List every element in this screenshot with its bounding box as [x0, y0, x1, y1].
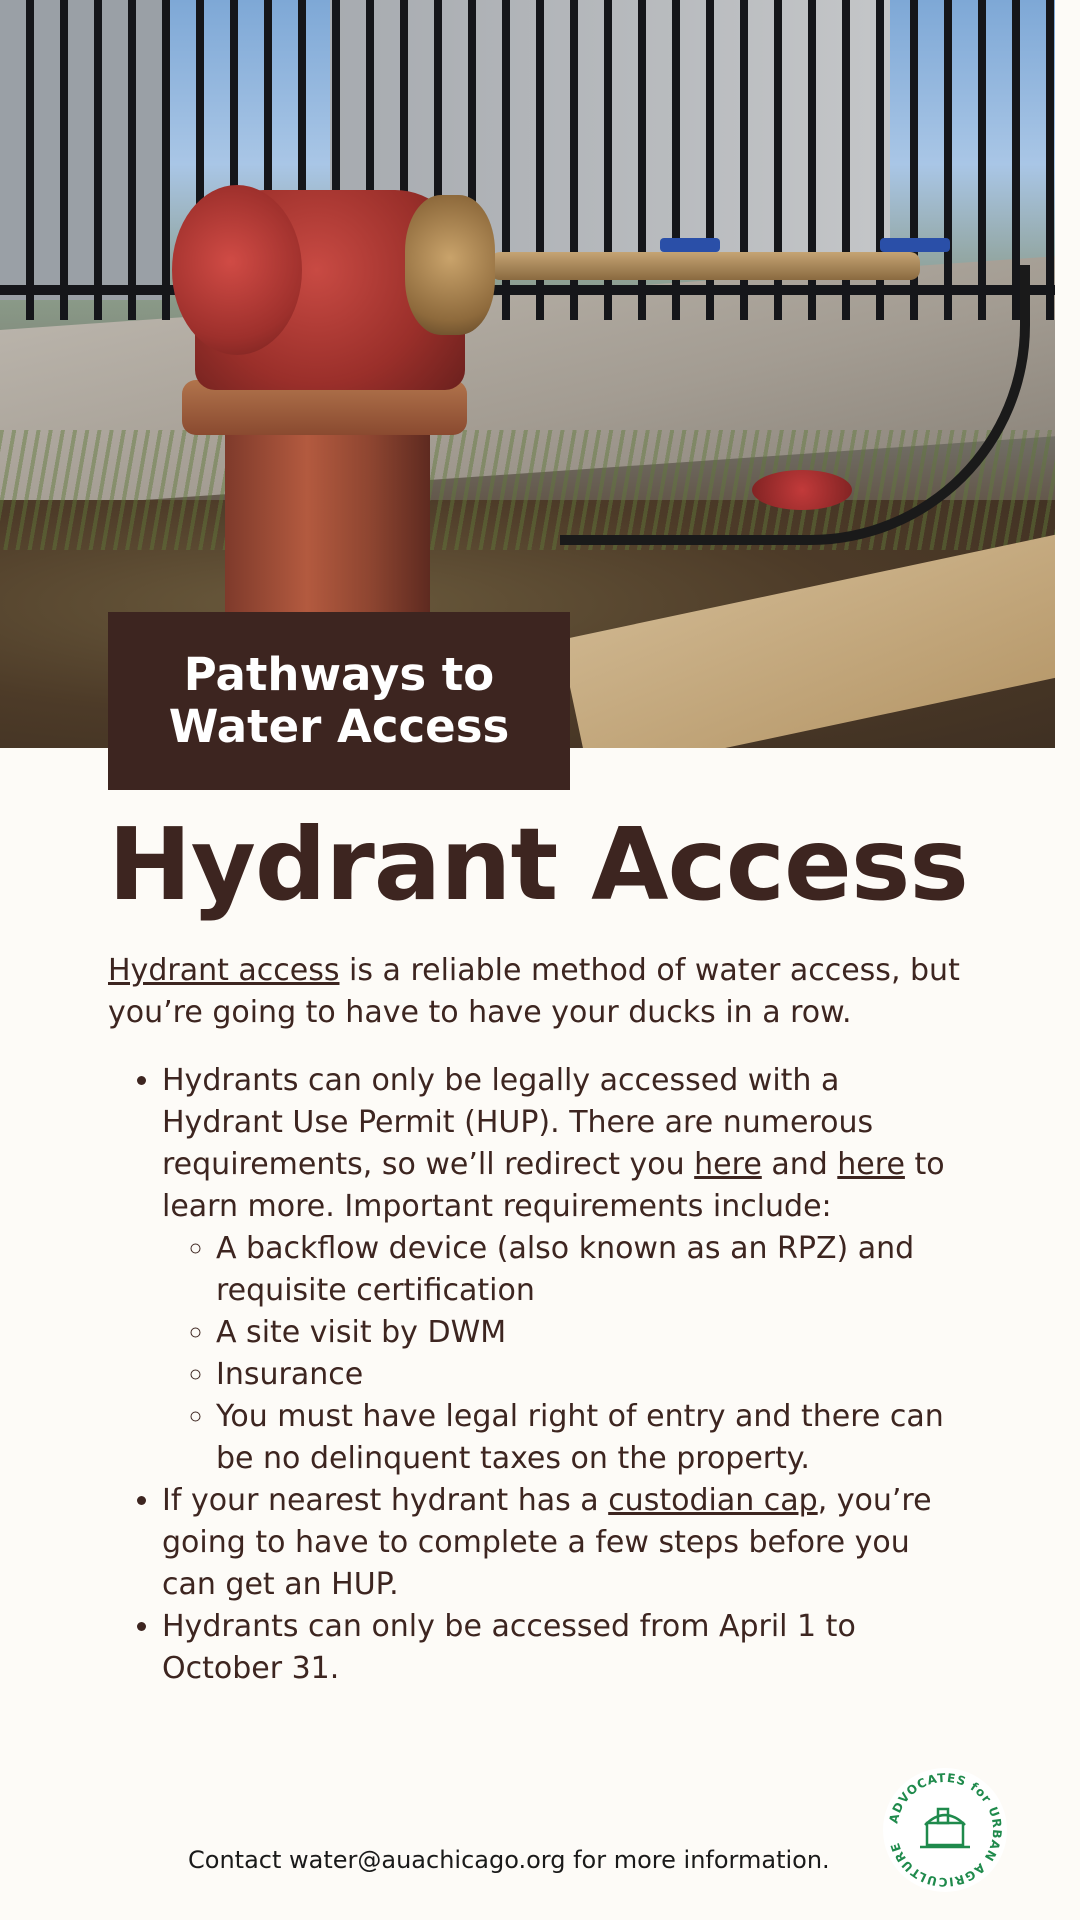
photo-hydrant-nozzle: [172, 185, 302, 355]
list-item: ◦ A backflow device (also known as an RPZ) and requisite certification: [216, 1228, 968, 1312]
here-link-1[interactable]: here: [694, 1147, 762, 1182]
list-item: ◦ You must have legal right of entry and there can be no delinquent taxes on the property.: [216, 1396, 968, 1480]
custodian-cap-link[interactable]: custodian cap: [608, 1483, 818, 1518]
bullet-text: and: [761, 1147, 838, 1182]
list-item: • Hydrants can only be accessed from April 1 to October 31.: [162, 1606, 968, 1690]
bullet-text: If your nearest hydrant has a: [162, 1483, 609, 1518]
contact-footer: Contact water@auachicago.org for more information.: [188, 1846, 830, 1874]
photo-hydrant-connector: [405, 195, 495, 335]
main-content: [108, 950, 968, 1690]
photo-hydrant-cap: [752, 470, 852, 510]
photo-valve-handle: [660, 238, 720, 252]
bullet-text: Hydrants can only be legally accessed with a Hydrant Use Permit (HUP). There are numerous requirements, so we’ll redirect you: [162, 1063, 874, 1182]
sub-requirements-list: [162, 1228, 968, 1480]
intro-text: is a reliable method of water access, but you’re going to have to have your ducks in a row.: [108, 953, 960, 1030]
here-link-2[interactable]: here: [837, 1147, 905, 1182]
list-item: ◦ Insurance: [216, 1354, 968, 1396]
requirements-list: [108, 1060, 968, 1690]
bullet-text: , you’re going to have to complete a few steps before you can get an HUP.: [162, 1483, 932, 1602]
hydrant-access-link[interactable]: Hydrant access: [108, 953, 340, 988]
list-item: [162, 1060, 968, 1480]
intro-paragraph: [108, 950, 968, 1034]
bullet-text: to learn more. Important requirements include:: [162, 1147, 945, 1224]
photo-valve-handle: [880, 238, 950, 252]
svg-text:ADVOCATES for URBAN AGRICULTUR: ADVOCATES for URBAN AGRICULTURE: [886, 1770, 1005, 1890]
list-item: ◦ A site visit by DWM: [216, 1312, 968, 1354]
list-item: [162, 1480, 968, 1606]
banner-title: Pathways to Water Access: [168, 648, 510, 753]
section-banner: [108, 612, 570, 790]
photo-backflow-pipe: [490, 252, 920, 280]
page-title: Hydrant Access: [108, 806, 968, 923]
aua-logo: [880, 1765, 1010, 1895]
